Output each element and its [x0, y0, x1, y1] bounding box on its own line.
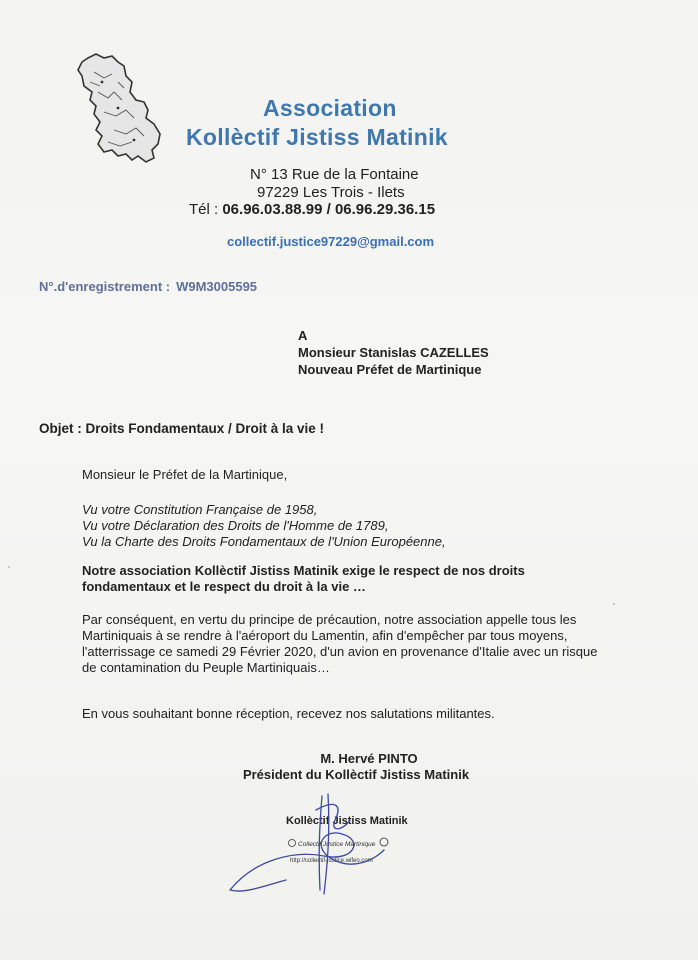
recipient-a: A	[298, 328, 308, 343]
recipient-name: Monsieur Stanislas CAZELLES	[298, 345, 489, 360]
recipient-block	[298, 327, 489, 378]
appeal-line-1: Par conséquent, en vertu du principe de précaution, notre association appelle tous les	[82, 612, 577, 627]
stamp-line-3: http://collectif-justice.wifeo.com	[290, 858, 373, 864]
email-address: collectif.justice97229@gmail.com	[227, 234, 435, 249]
closing-line: En vous souhaitant bonne réception, recevez nos salutations militantes.	[82, 706, 495, 721]
consideration-2: Vu votre Déclaration des Droits de l'Homme de 1789,	[82, 518, 389, 533]
demand-line-1: Notre association Kollèctif Jistiss Matinik exige le respect de nos droits	[82, 563, 525, 578]
stamp-and-signature	[224, 790, 414, 900]
telephone	[189, 201, 435, 218]
stamp-line-2: Collectif Justice Martinique	[298, 841, 376, 848]
appeal-line-2: Martiniquais à se rendre à l'aéroport du Lamentin, afin d'empêcher par tous moyens,	[82, 628, 568, 643]
org-name-line2: Kollèctif Jistiss Matinik	[186, 124, 448, 150]
address-line1: N° 13 Rue de la Fontaine	[250, 166, 419, 183]
stamp-face-icon-2	[380, 838, 388, 846]
consideration-1: Vu votre Constitution Française de 1958,	[82, 502, 318, 517]
considerations	[82, 502, 446, 550]
page-speck	[613, 603, 615, 605]
stamp-line-1: Kollèctif Jistiss Matinik	[286, 815, 408, 827]
signatory-name: M. Hervé PINTO	[320, 751, 418, 766]
organization-name	[263, 95, 397, 122]
martinique-map-icon	[74, 52, 164, 164]
tel-numbers: 06.96.03.88.99 / 06.96.29.36.15	[222, 201, 436, 218]
salutation: Monsieur le Préfet de la Martinique,	[82, 467, 288, 482]
demand-line-2: fondamentaux et le respect du droit à la vie …	[82, 579, 366, 594]
organization-name-2	[186, 124, 448, 151]
consideration-3: Vu la Charte des Droits Fondamentaux de l'Union Européenne,	[82, 534, 446, 549]
org-name-line1: Association	[263, 95, 397, 121]
registration-label: N°.d'enregistrement :	[39, 279, 171, 294]
demand-paragraph	[82, 563, 525, 595]
recipient-title: Nouveau Préfet de Martinique	[298, 362, 482, 377]
registration-value: W9M3005595	[176, 279, 258, 294]
subject-line: Objet : Droits Fondamentaux / Droit à la vie !	[39, 421, 325, 436]
tel-label: Tél :	[189, 201, 223, 218]
signatory-title: Président du Kollèctif Jistiss Matinik	[242, 767, 470, 782]
stamp-face-icon	[289, 840, 296, 847]
appeal-line-4: de contamination du Peuple Martiniquais…	[82, 660, 330, 675]
registration-number	[39, 279, 257, 294]
page-speck-2	[8, 566, 10, 568]
appeal-paragraph	[82, 612, 597, 676]
appeal-line-3: l'atterrissage ce samedi 29 Février 2020, d'un avion en provenance d'Italie avec un risque	[82, 644, 598, 659]
address-line2: 97229 Les Trois - Ilets	[257, 184, 405, 201]
